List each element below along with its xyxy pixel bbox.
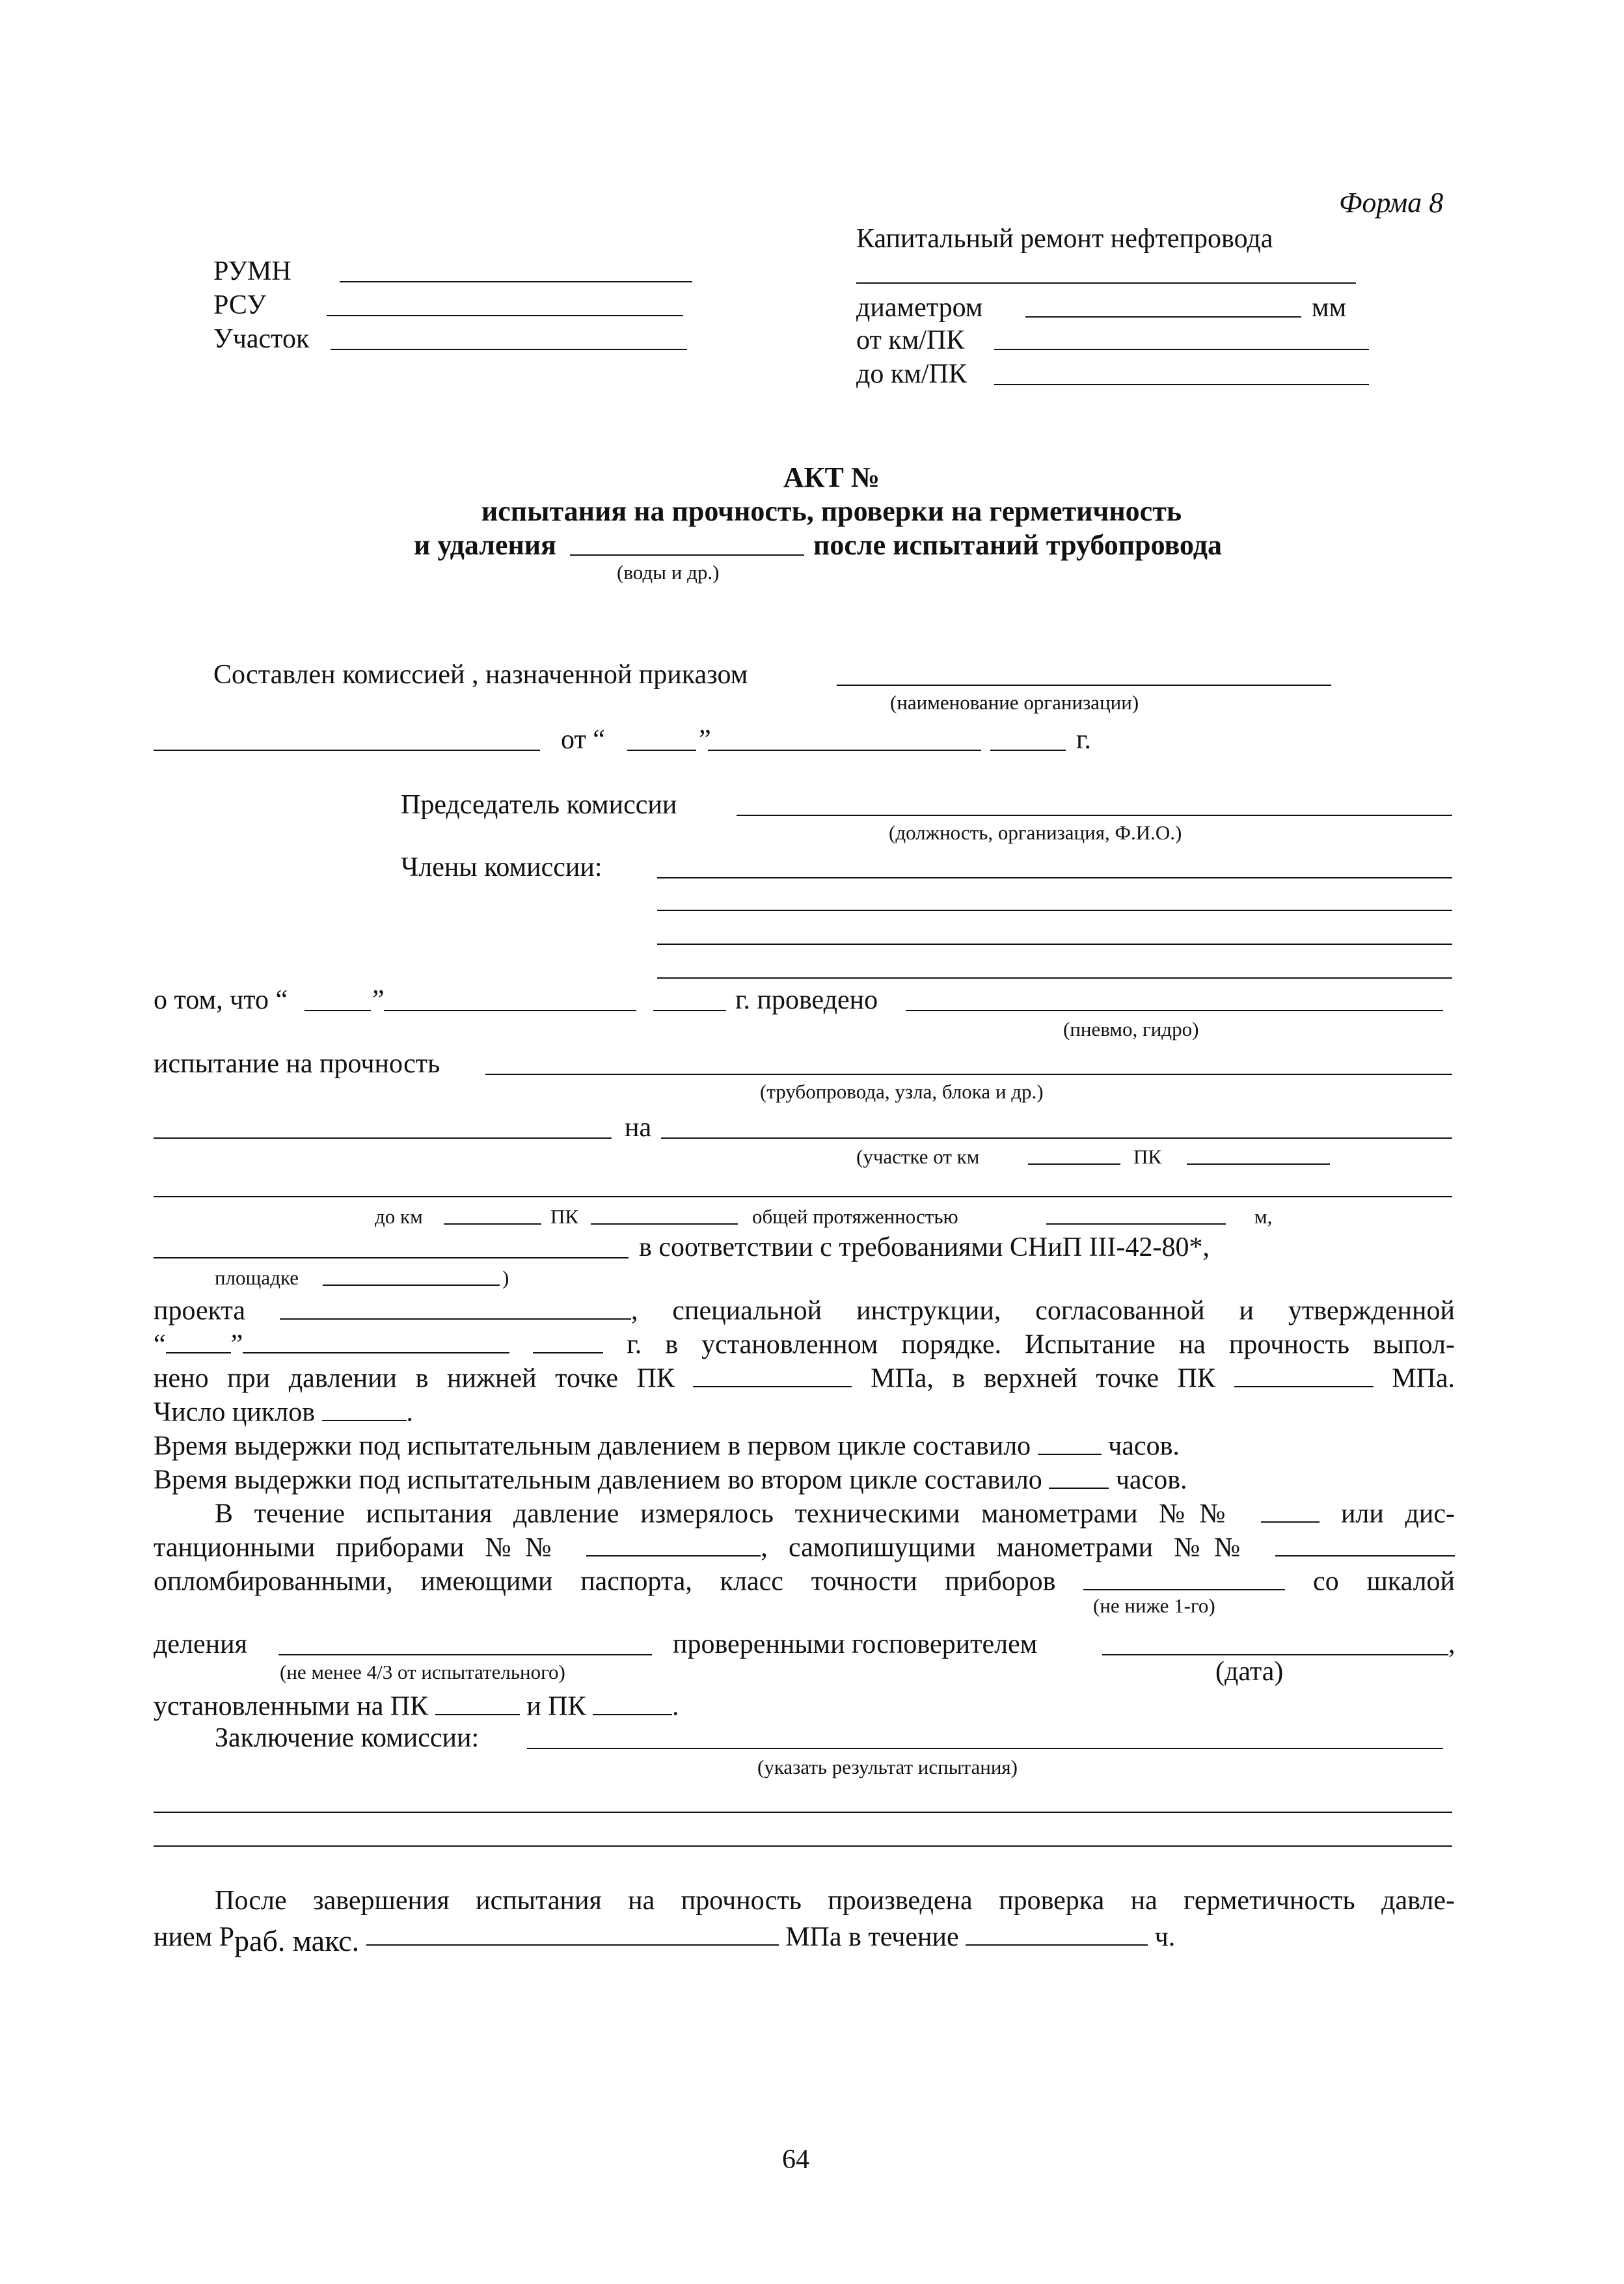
approval-day-field[interactable] <box>166 1330 231 1353</box>
accuracy-label: опломбированными, имеющими паспорта, класс точности приборов <box>154 1566 1056 1597</box>
tightness-line-1: После завершения испытания на прочность произведена проверка на герметичность давле- <box>215 1886 1455 1916</box>
conclusion-label: Заключение комиссии: <box>215 1723 480 1753</box>
test-year-field[interactable] <box>653 1010 726 1011</box>
section-from-note: (участке от км <box>856 1145 980 1168</box>
test-day-field[interactable] <box>304 1010 371 1011</box>
tightness-pressure-label: нием Р <box>154 1922 235 1952</box>
verified-comma: , <box>1448 1629 1455 1659</box>
order-day-field[interactable] <box>627 750 696 751</box>
test-object-cont-field[interactable] <box>154 1137 612 1139</box>
recording-gauges-field[interactable] <box>1275 1533 1455 1557</box>
chair-note: (должность, организация, Ф.И.О.) <box>889 821 1182 844</box>
installed-and-pk-label: и ПК <box>526 1691 586 1722</box>
tightness-duration-field[interactable] <box>966 1922 1148 1946</box>
order-number-field[interactable] <box>154 750 540 751</box>
or-remote-label: или дис- <box>1340 1499 1455 1529</box>
hours-unit: ч. <box>1154 1922 1176 1952</box>
test-quote-close: ” <box>372 985 385 1015</box>
installed-pk-label: установленными на ПК <box>154 1691 429 1722</box>
to-km-field[interactable] <box>994 384 1369 385</box>
scale-division-note: (не менее 4/3 от испытательного) <box>280 1661 565 1683</box>
conclusion-field-2[interactable] <box>154 1812 1452 1813</box>
member-field-4[interactable] <box>657 977 1452 979</box>
gauges-line-3 <box>154 1567 1455 1596</box>
total-length-field[interactable] <box>1046 1223 1226 1225</box>
strength-test-label: испытание на прочность <box>154 1049 440 1079</box>
remote-devices-field[interactable] <box>586 1533 761 1557</box>
tech-gauges-label: В течение испытания давление измерялось техническими манометрами №№ <box>215 1499 1240 1529</box>
approval-text: г. в установленном порядке. Испытание на прочность выпол- <box>627 1329 1455 1360</box>
installed-pk-2-field[interactable] <box>593 1692 672 1715</box>
hold-time-2-label: Время выдержки под испытательным давлением во втором цикле составило <box>154 1465 1042 1495</box>
installed-pk-1-field[interactable] <box>435 1692 520 1715</box>
accuracy-field[interactable] <box>1083 1567 1285 1590</box>
project-label: проекта <box>154 1296 245 1326</box>
gauges-line-1 <box>215 1499 1455 1528</box>
org-note: (наименование организации) <box>890 691 1139 714</box>
member-field-1[interactable] <box>657 877 1452 878</box>
order-year-field[interactable] <box>990 750 1066 751</box>
instruction-label: , специальной инструкции, согласованной и утвержденной <box>630 1296 1455 1326</box>
approval-quote-close: ” <box>230 1329 243 1360</box>
members-label: Члены комиссии: <box>401 852 602 882</box>
hold-time-1-label: Время выдержки под испытательным давлением в первом цикле составило <box>154 1431 1031 1461</box>
order-org-field[interactable] <box>837 685 1331 686</box>
hold-time-2-line <box>154 1465 1187 1494</box>
mpa-unit: МПа. <box>1392 1363 1455 1394</box>
uchastok-field[interactable] <box>331 349 687 350</box>
conducted-label: г. проведено <box>735 985 878 1015</box>
member-field-2[interactable] <box>657 910 1452 911</box>
section-line-field[interactable] <box>154 1196 1452 1197</box>
pipeline-name-field[interactable] <box>856 282 1356 284</box>
scale-label: со шкалой <box>1313 1566 1455 1597</box>
order-date-from: от “ <box>561 725 605 755</box>
conclusion-field-3[interactable] <box>154 1845 1452 1847</box>
order-month-field[interactable] <box>708 750 981 751</box>
test-type-note: (пневмо, гидро) <box>1063 1018 1199 1040</box>
from-km-label: от км/ПК <box>856 325 965 355</box>
member-field-3[interactable] <box>657 944 1452 945</box>
approval-year-field[interactable] <box>533 1330 603 1353</box>
repair-title: Капитальный ремонт нефтепровода <box>856 224 1273 254</box>
rsu-label: РСУ <box>213 290 267 320</box>
mm-unit: мм <box>1312 293 1347 323</box>
hold-time-1-line <box>154 1432 1180 1460</box>
installed-dot: . <box>672 1691 679 1722</box>
conclusion-field[interactable] <box>527 1748 1443 1749</box>
cycles-label: Число циклов <box>154 1397 316 1428</box>
approval-line <box>154 1330 1455 1359</box>
about-label: о том, что “ <box>154 985 288 1015</box>
rumn-field[interactable] <box>340 281 692 282</box>
section-from-pk-field[interactable] <box>1187 1163 1330 1165</box>
to-km-note: до км <box>375 1205 423 1228</box>
section-to-km-field[interactable] <box>444 1223 541 1225</box>
pressure-line <box>154 1364 1455 1393</box>
tightness-pressure-field[interactable] <box>366 1922 779 1946</box>
scale-division-label: деления <box>154 1629 247 1659</box>
section-from-km-field[interactable] <box>1028 1163 1120 1165</box>
test-object-field[interactable] <box>485 1074 1452 1075</box>
act-subtitle-after: после испытаний трубопровода <box>813 529 1222 561</box>
cycles-field[interactable] <box>322 1398 407 1421</box>
tightness-line-2 <box>154 1921 1176 1957</box>
form-label: Форма 8 <box>1339 187 1444 219</box>
section-from-pk-label: ПК <box>1133 1145 1162 1168</box>
test-type-field[interactable] <box>906 1010 1443 1011</box>
site-note-field[interactable] <box>323 1285 500 1286</box>
conclusion-note: (указать результат испытания) <box>757 1756 1018 1778</box>
removal-medium-field[interactable] <box>570 554 804 556</box>
uchastok-label: Участок <box>213 324 310 354</box>
site-note-close: ) <box>502 1266 509 1289</box>
hold-time-2-unit: часов. <box>1115 1465 1187 1495</box>
act-title: АКТ № <box>783 461 880 493</box>
diameter-label: диаметром <box>856 293 983 323</box>
chair-field[interactable] <box>737 815 1452 816</box>
order-quote-close: ” <box>699 725 711 755</box>
verified-label: проверенными госповерителем <box>673 1629 1038 1659</box>
installed-line <box>154 1692 679 1720</box>
on-label: на <box>625 1113 652 1143</box>
tightness-pressure-sub: раб. макс. <box>234 1924 360 1957</box>
approval-month-field[interactable] <box>243 1330 509 1353</box>
act-subtitle: испытания на прочность, проверки на герметичность <box>481 495 1182 527</box>
order-year-unit: г. <box>1076 725 1091 755</box>
page-number: 64 <box>782 2145 809 2175</box>
cycles-line <box>154 1398 413 1426</box>
approval-quote-open: “ <box>154 1329 166 1360</box>
site-note: площадке <box>215 1266 299 1289</box>
test-location-field[interactable] <box>661 1137 1452 1139</box>
lower-point-label: нено при давлении в нижней точке ПК <box>154 1363 675 1394</box>
section-to-pk-label: ПК <box>550 1205 579 1228</box>
remote-devices-label: танционными приборами №№ <box>154 1532 566 1563</box>
tech-gauges-field[interactable] <box>1261 1499 1320 1523</box>
gauges-line-2 <box>154 1533 1455 1562</box>
from-km-field[interactable] <box>994 349 1369 350</box>
site-field[interactable] <box>154 1257 629 1258</box>
project-field[interactable] <box>280 1296 631 1320</box>
rumn-label: РУМН <box>213 256 291 286</box>
meters-unit: м, <box>1254 1205 1273 1228</box>
test-object-note: (трубопровода, узла, блока и др.) <box>760 1080 1044 1103</box>
scale-division-field[interactable] <box>278 1654 652 1655</box>
upper-pk-field[interactable] <box>1234 1364 1374 1387</box>
hold-time-1-field[interactable] <box>1038 1432 1102 1455</box>
recording-gauges-label: , самопишущими манометрами №№ <box>761 1532 1254 1563</box>
total-length-label: общей протяженностью <box>752 1205 958 1228</box>
removal-medium-note: (воды и др.) <box>617 561 720 584</box>
verification-date-field[interactable] <box>1102 1654 1448 1655</box>
section-to-pk-field[interactable] <box>591 1223 738 1225</box>
hold-time-2-field[interactable] <box>1049 1465 1109 1489</box>
tightness-duration-label: МПа в течение <box>785 1922 959 1952</box>
test-month-field[interactable] <box>384 1010 636 1011</box>
composed-label: Составлен комиссией , назначенной приказом <box>213 660 748 690</box>
project-line <box>154 1296 1455 1325</box>
act-subtitle-removal: и удаления <box>414 529 556 561</box>
date-note: (дата) <box>1215 1657 1284 1687</box>
accuracy-note: (не ниже 1-го) <box>1093 1594 1215 1617</box>
hold-time-1-unit: часов. <box>1108 1431 1180 1461</box>
snip-label: в соответствии с требованиями СНиП III-42-80*, <box>639 1232 1210 1262</box>
diameter-field[interactable] <box>1025 316 1301 318</box>
lower-pk-field[interactable] <box>693 1364 852 1387</box>
upper-point-label: МПа, в верхней точке ПК <box>871 1363 1216 1394</box>
rsu-field[interactable] <box>327 315 683 316</box>
to-km-label: до км/ПК <box>856 359 967 389</box>
chair-label: Председатель комиссии <box>401 790 677 820</box>
cycles-dot: . <box>406 1397 414 1428</box>
